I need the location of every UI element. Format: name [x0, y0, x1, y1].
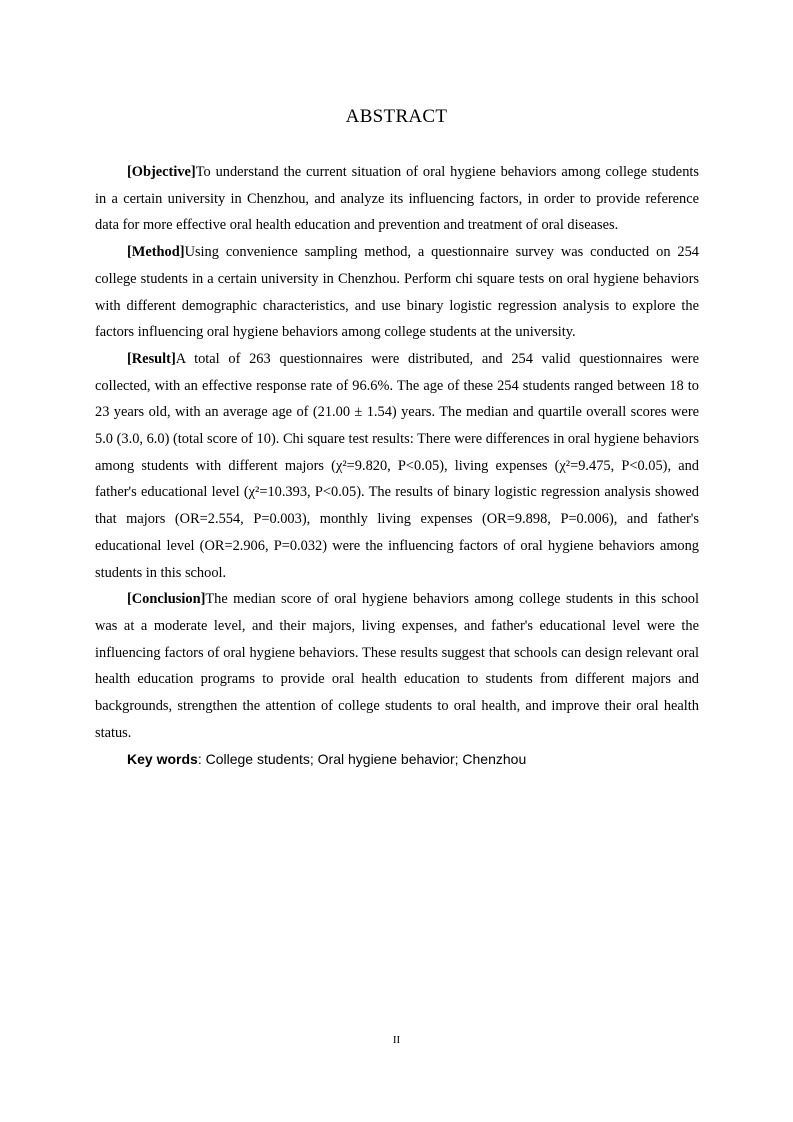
objective-paragraph	[95, 159, 699, 239]
conclusion-text: The median score of oral hygiene behaviors among college students in this school was at a moderate level, and their majors, living expenses, and father's educational level were the influencing factors of oral hygiene behaviors. These results suggest that schools can design relevant oral health education programs to provide oral health education to students from different majors and backgrounds, strengthen the attention of college students to oral health, and improve their oral health status.	[95, 591, 699, 741]
keywords-paragraph	[95, 746, 699, 774]
method-text: Using convenience sampling method, a questionnaire survey was conducted on 254 college students in a certain university in Chenzhou. Perform chi square tests on oral hygiene behaviors with different demographic characteristics, and use binary logistic regression analysis to explore the factors influencing oral hygiene behaviors among college students at the university.	[95, 244, 699, 341]
objective-label: [Objective]	[127, 164, 196, 180]
method-label: [Method]	[127, 244, 185, 261]
method-paragraph	[95, 239, 699, 346]
result-paragraph	[95, 346, 699, 586]
objective-text: To understand the current situation of oral hygiene behaviors among college students in a certain university in Chenzhou, and analyze its influencing factors, in order to provide reference data for more effective oral health education and prevention and treatment of oral diseases.	[95, 164, 699, 234]
result-text: A total of 263 questionnaires were distributed, and 254 valid questionnaires were collected, with an effective response rate of 96.6%. The age of these 254 students ranged between 18 to 23 years old, with an average age of (21.00 ± 1.54) years. The median and quartile overall scores were 5.0 (3.0, 6.0) (total score of 10). Chi square test results: There were differences in oral hygiene behaviors among students with different majors (χ²=9.820, P<0.05), living expenses (χ²=9.475, P<0.05), and father's educational level (χ²=10.393, P<0.05). The results of binary logistic regression analysis showed that majors (OR=2.554, P=0.003), monthly living expenses (OR=9.898, P=0.006), and father's educational level (OR=2.906, P=0.032) were the influencing factors of oral hygiene behaviors among students in this school.	[95, 350, 699, 581]
page-number: II	[392, 1034, 401, 1046]
conclusion-label: [Conclusion]	[127, 591, 206, 608]
keywords-text: : College students; Oral hygiene behavior; Chenzhou	[197, 751, 527, 768]
abstract-body	[95, 159, 699, 774]
conclusion-paragraph	[95, 586, 699, 746]
keywords-label: Key words	[127, 751, 198, 768]
result-label: [Result]	[127, 350, 176, 367]
abstract-title: ABSTRACT	[345, 106, 448, 127]
